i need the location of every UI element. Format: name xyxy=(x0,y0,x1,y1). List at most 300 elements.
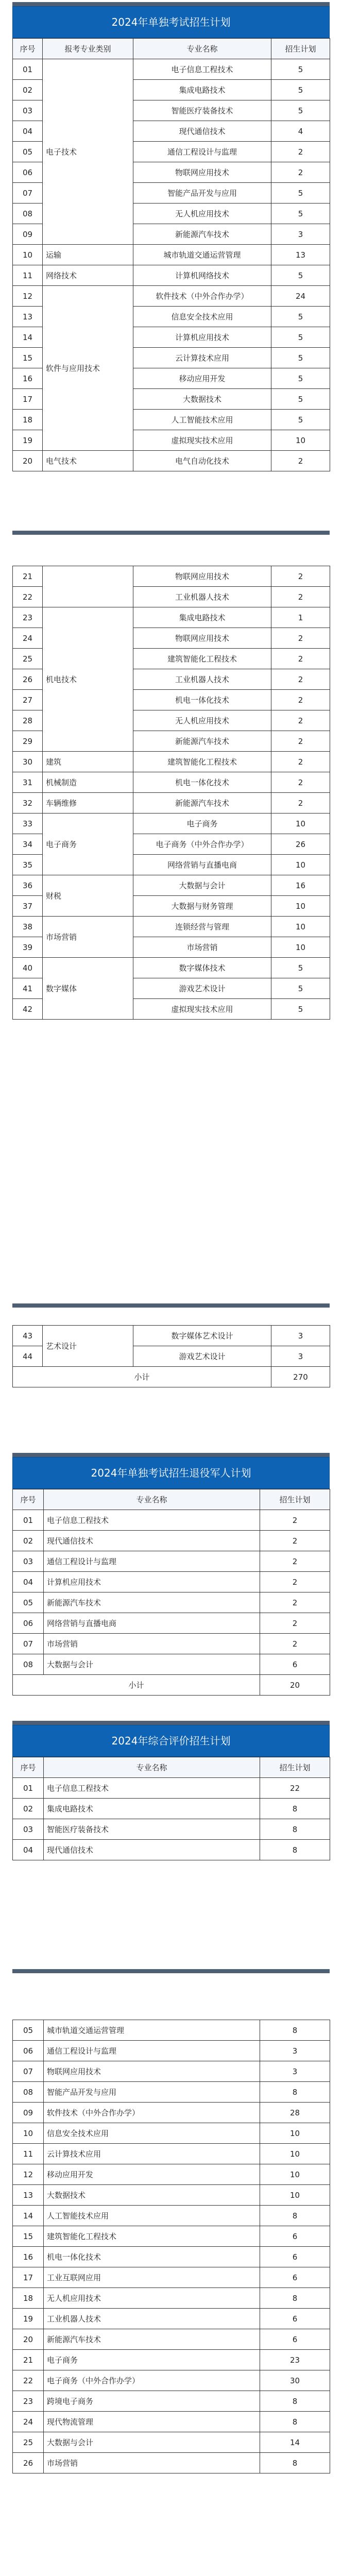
major-name: 电子信息工程技术 xyxy=(44,1778,260,1799)
row-number: 15 xyxy=(13,348,43,368)
plan3-section xyxy=(12,1721,330,1860)
col-header-plan: 招生计划 xyxy=(260,1757,330,1778)
plan-count: 10 xyxy=(271,917,330,937)
row-number: 20 xyxy=(13,2329,44,2350)
col-header-major: 专业名称 xyxy=(133,39,271,59)
plan1-section xyxy=(12,2,330,471)
major-name: 人工智能技术应用 xyxy=(133,410,271,430)
row-number: 15 xyxy=(13,2226,44,2247)
row-number: 44 xyxy=(13,1346,43,1367)
row-number: 19 xyxy=(13,2309,44,2329)
plan-count: 6 xyxy=(260,2329,330,2350)
major-name: 跨境电子商务 xyxy=(44,2391,260,2412)
table-row xyxy=(13,2061,330,2082)
major-name: 建筑智能化工程技术 xyxy=(133,752,271,772)
plan-count: 2 xyxy=(271,731,330,752)
row-number: 42 xyxy=(13,999,43,1020)
plan-count: 16 xyxy=(271,875,330,896)
plan1-table-continued xyxy=(12,566,330,1020)
row-number: 06 xyxy=(13,1613,44,1634)
section-divider xyxy=(12,1969,330,1973)
plan-count: 2 xyxy=(260,1592,330,1613)
row-number: 02 xyxy=(13,80,43,100)
table-row xyxy=(13,2103,330,2123)
section-divider xyxy=(12,1721,330,1725)
row-number: 01 xyxy=(13,1510,44,1531)
plan-count: 5 xyxy=(271,348,330,368)
subtotal-row xyxy=(13,1367,330,1387)
table-row xyxy=(13,286,330,307)
plan-count: 6 xyxy=(260,2247,330,2267)
subtotal-label: 小计 xyxy=(13,1367,271,1387)
row-number: 41 xyxy=(13,978,43,999)
plan-count: 2 xyxy=(271,566,330,587)
major-name: 机电一体化技术 xyxy=(133,772,271,793)
major-name: 机电一体化技术 xyxy=(44,2247,260,2267)
plan2-title: 2024年单独考试招生退役军人计划 xyxy=(12,1457,330,1489)
major-name: 网络营销与直播电商 xyxy=(133,855,271,875)
plan-count: 13 xyxy=(271,245,330,265)
major-name: 新能源汽车技术 xyxy=(133,224,271,245)
major-name: 数字媒体技术 xyxy=(133,958,271,978)
category-cell xyxy=(43,566,133,607)
table-row xyxy=(13,2082,330,2103)
row-number: 24 xyxy=(13,628,43,649)
row-number: 21 xyxy=(13,566,43,587)
plan-count: 2 xyxy=(260,1531,330,1551)
plan-count: 5 xyxy=(271,999,330,1020)
row-number: 03 xyxy=(13,100,43,121)
plan-count: 8 xyxy=(260,2082,330,2103)
table-row xyxy=(13,451,330,471)
plan-count: 8 xyxy=(260,2391,330,2412)
major-name: 大数据与会计 xyxy=(133,875,271,896)
table-row xyxy=(13,1551,330,1572)
plan-count: 6 xyxy=(260,2309,330,2329)
category-cell: 机械制造 xyxy=(43,772,133,793)
plan-count: 10 xyxy=(271,937,330,958)
plan2-table xyxy=(12,1489,330,1696)
category-cell: 车辆维修 xyxy=(43,793,133,814)
table-row xyxy=(13,2247,330,2267)
major-name: 虚拟现实技术应用 xyxy=(133,999,271,1020)
plan2-section xyxy=(12,1453,330,1696)
table-row xyxy=(13,1613,330,1634)
row-number: 11 xyxy=(13,265,43,286)
major-name: 现代物流管理 xyxy=(44,2412,260,2432)
major-name: 人工智能技术应用 xyxy=(44,2206,260,2226)
plan-count: 8 xyxy=(260,1840,330,1860)
table-row xyxy=(13,1326,330,1346)
major-name: 无人机应用技术 xyxy=(44,2288,260,2309)
section-divider xyxy=(12,1303,330,1308)
subtotal-value: 270 xyxy=(271,1367,330,1387)
major-name: 软件技术（中外合作办学） xyxy=(133,286,271,307)
row-number: 30 xyxy=(13,752,43,772)
col-header-major: 专业名称 xyxy=(44,1489,260,1510)
major-name: 大数据与财务管理 xyxy=(133,896,271,917)
category-cell: 数字媒体 xyxy=(43,958,133,1020)
plan-count: 10 xyxy=(271,430,330,451)
major-name: 云计算技术应用 xyxy=(133,348,271,368)
row-number: 25 xyxy=(13,2432,44,2453)
row-number: 16 xyxy=(13,2247,44,2267)
row-number: 22 xyxy=(13,2370,44,2391)
plan-count: 14 xyxy=(260,2432,330,2453)
plan-count: 8 xyxy=(260,2020,330,2041)
plan-count: 8 xyxy=(260,2412,330,2432)
major-name: 物联网应用技术 xyxy=(133,628,271,649)
table-row xyxy=(13,917,330,937)
table-row xyxy=(13,2185,330,2206)
row-number: 13 xyxy=(13,307,43,327)
major-name: 智能医疗装备技术 xyxy=(133,100,271,121)
table-row xyxy=(13,1634,330,1654)
plan1-continued-section xyxy=(12,531,330,1020)
major-name: 电子信息工程技术 xyxy=(133,59,271,80)
major-name: 市场营销 xyxy=(44,2453,260,2473)
major-name: 电子商务（中外合作办学） xyxy=(133,834,271,855)
plan-count: 2 xyxy=(271,162,330,183)
subtotal-label: 小计 xyxy=(13,1675,260,1696)
plan-count: 5 xyxy=(271,265,330,286)
table-header-row xyxy=(13,1757,330,1778)
major-name: 大数据技术 xyxy=(133,389,271,410)
major-name: 新能源汽车技术 xyxy=(44,2329,260,2350)
row-number: 13 xyxy=(13,2185,44,2206)
category-cell: 网络技术 xyxy=(43,265,133,286)
row-number: 12 xyxy=(13,286,43,307)
row-number: 04 xyxy=(13,1840,44,1860)
row-number: 34 xyxy=(13,834,43,855)
section-divider xyxy=(12,531,330,535)
plan-count: 8 xyxy=(260,2206,330,2226)
row-number: 05 xyxy=(13,142,43,162)
table-row xyxy=(13,1510,330,1531)
plan-count: 2 xyxy=(271,669,330,690)
plan-count: 3 xyxy=(260,2041,330,2061)
row-number: 20 xyxy=(13,451,43,471)
table-row xyxy=(13,2350,330,2370)
plan-count: 5 xyxy=(271,59,330,80)
major-name: 现代通信技术 xyxy=(44,1531,260,1551)
table-row xyxy=(13,1799,330,1819)
subtotal-row xyxy=(13,1675,330,1696)
plan-count: 5 xyxy=(271,183,330,204)
plan3-table-continued xyxy=(12,2020,330,2473)
row-number: 07 xyxy=(13,1634,44,1654)
plan-count: 10 xyxy=(271,855,330,875)
plan-count: 2 xyxy=(260,1572,330,1592)
plan1-end-section xyxy=(12,1303,330,1387)
table-row xyxy=(13,1572,330,1592)
table-row xyxy=(13,2020,330,2041)
major-name: 工业机器人技术 xyxy=(133,669,271,690)
major-name: 电子商务（中外合作办学） xyxy=(44,2370,260,2391)
plan-count: 8 xyxy=(260,2288,330,2309)
category-cell: 电气技术 xyxy=(43,451,133,471)
plan-count: 2 xyxy=(271,752,330,772)
major-name: 现代通信技术 xyxy=(133,121,271,142)
row-number: 06 xyxy=(13,162,43,183)
row-number: 26 xyxy=(13,669,43,690)
table-row xyxy=(13,814,330,834)
row-number: 17 xyxy=(13,2267,44,2288)
plan-count: 2 xyxy=(271,793,330,814)
row-number: 05 xyxy=(13,2020,44,2041)
row-number: 08 xyxy=(13,1654,44,1675)
row-number: 21 xyxy=(13,2350,44,2370)
table-row xyxy=(13,2453,330,2473)
plan-count: 2 xyxy=(260,1634,330,1654)
plan-count: 5 xyxy=(271,80,330,100)
row-number: 07 xyxy=(13,2061,44,2082)
major-name: 电子信息工程技术 xyxy=(44,1510,260,1531)
category-cell: 建筑 xyxy=(43,752,133,772)
row-number: 05 xyxy=(13,1592,44,1613)
table-row xyxy=(13,752,330,772)
plan-count: 5 xyxy=(271,327,330,348)
category-cell: 软件与应用技术 xyxy=(43,286,133,451)
major-name: 电气自动化技术 xyxy=(133,451,271,471)
plan-count: 10 xyxy=(271,896,330,917)
row-number: 37 xyxy=(13,896,43,917)
row-number: 09 xyxy=(13,224,43,245)
subtotal-value: 20 xyxy=(260,1675,330,1696)
plan-count: 5 xyxy=(271,410,330,430)
category-cell: 艺术设计 xyxy=(43,1326,133,1367)
table-row xyxy=(13,2144,330,2164)
plan-count: 4 xyxy=(271,121,330,142)
row-number: 40 xyxy=(13,958,43,978)
table-row xyxy=(13,245,330,265)
col-header-no: 序号 xyxy=(13,1757,44,1778)
plan-count: 28 xyxy=(260,2103,330,2123)
row-number: 01 xyxy=(13,1778,44,1799)
row-number: 29 xyxy=(13,731,43,752)
row-number: 26 xyxy=(13,2453,44,2473)
col-header-major: 专业名称 xyxy=(44,1757,260,1778)
row-number: 28 xyxy=(13,710,43,731)
major-name: 通信工程设计与监理 xyxy=(44,2041,260,2061)
plan-count: 2 xyxy=(271,710,330,731)
major-name: 物联网应用技术 xyxy=(44,2061,260,2082)
plan-count: 2 xyxy=(260,1510,330,1531)
row-number: 07 xyxy=(13,183,43,204)
major-name: 物联网应用技术 xyxy=(133,566,271,587)
major-name: 电子商务 xyxy=(44,2350,260,2370)
plan-count: 10 xyxy=(260,2185,330,2206)
plan-count: 5 xyxy=(271,307,330,327)
table-row xyxy=(13,2309,330,2329)
major-name: 新能源汽车技术 xyxy=(133,793,271,814)
row-number: 19 xyxy=(13,430,43,451)
plan-count: 8 xyxy=(260,2453,330,2473)
major-name: 电子商务 xyxy=(133,814,271,834)
major-name: 计算机网络技术 xyxy=(133,265,271,286)
plan-count: 2 xyxy=(260,1613,330,1634)
table-row xyxy=(13,2226,330,2247)
major-name: 无人机应用技术 xyxy=(133,710,271,731)
major-name: 大数据与会计 xyxy=(44,1654,260,1675)
major-name: 物联网应用技术 xyxy=(133,162,271,183)
plan1-title: 2024年单独考试招生计划 xyxy=(12,6,330,38)
table-row xyxy=(13,2164,330,2185)
plan-count: 10 xyxy=(260,2144,330,2164)
plan-count: 8 xyxy=(260,1819,330,1840)
major-name: 建筑智能化工程技术 xyxy=(44,2226,260,2247)
row-number: 24 xyxy=(13,2412,44,2432)
row-number: 23 xyxy=(13,2391,44,2412)
row-number: 33 xyxy=(13,814,43,834)
col-header-plan: 招生计划 xyxy=(260,1489,330,1510)
table-row xyxy=(13,1592,330,1613)
plan3-title: 2024年综合评价招生计划 xyxy=(12,1725,330,1757)
table-row xyxy=(13,2267,330,2288)
table-row xyxy=(13,2041,330,2061)
category-cell: 电子技术 xyxy=(43,59,133,245)
major-name: 工业互联网应用 xyxy=(44,2267,260,2288)
table-row xyxy=(13,59,330,80)
major-name: 游戏艺术设计 xyxy=(133,1346,271,1367)
major-name: 建筑智能化工程技术 xyxy=(133,649,271,669)
section-divider xyxy=(12,2,330,6)
row-number: 04 xyxy=(13,121,43,142)
major-name: 网络营销与直播电商 xyxy=(44,1613,260,1634)
row-number: 09 xyxy=(13,2103,44,2123)
major-name: 城市轨道交通运营管理 xyxy=(44,2020,260,2041)
row-number: 11 xyxy=(13,2144,44,2164)
row-number: 17 xyxy=(13,389,43,410)
row-number: 03 xyxy=(13,1551,44,1572)
major-name: 信息安全技术应用 xyxy=(44,2123,260,2144)
plan-count: 1 xyxy=(271,607,330,628)
table-row xyxy=(13,2329,330,2350)
plan-count: 2 xyxy=(271,587,330,607)
plan1-table xyxy=(12,38,330,471)
plan-count: 23 xyxy=(260,2350,330,2370)
major-name: 现代通信技术 xyxy=(44,1840,260,1860)
row-number: 08 xyxy=(13,2082,44,2103)
table-row xyxy=(13,1840,330,1860)
table-header-row xyxy=(13,39,330,59)
plan3-continued-section xyxy=(12,1969,330,2473)
major-name: 通信工程设计与监理 xyxy=(44,1551,260,1572)
plan-count: 6 xyxy=(260,1654,330,1675)
major-name: 通信工程设计与监理 xyxy=(133,142,271,162)
table-row xyxy=(13,1531,330,1551)
plan-count: 8 xyxy=(260,1799,330,1819)
major-name: 工业机器人技术 xyxy=(133,587,271,607)
table-row xyxy=(13,2391,330,2412)
row-number: 12 xyxy=(13,2164,44,2185)
row-number: 32 xyxy=(13,793,43,814)
plan-count: 3 xyxy=(271,1346,330,1367)
plan-count: 5 xyxy=(271,204,330,224)
major-name: 工业机器人技术 xyxy=(44,2309,260,2329)
row-number: 10 xyxy=(13,245,43,265)
row-number: 08 xyxy=(13,204,43,224)
row-number: 22 xyxy=(13,587,43,607)
row-number: 38 xyxy=(13,917,43,937)
category-cell: 市场营销 xyxy=(43,917,133,958)
row-number: 10 xyxy=(13,2123,44,2144)
row-number: 36 xyxy=(13,875,43,896)
plan-count: 2 xyxy=(271,690,330,710)
row-number: 04 xyxy=(13,1572,44,1592)
table-row xyxy=(13,265,330,286)
plan-count: 2 xyxy=(271,628,330,649)
col-header-plan: 招生计划 xyxy=(271,39,330,59)
plan-count: 2 xyxy=(271,142,330,162)
major-name: 智能产品开发与应用 xyxy=(133,183,271,204)
plan-count: 30 xyxy=(260,2370,330,2391)
col-header-no: 序号 xyxy=(13,1489,44,1510)
plan-count: 2 xyxy=(260,1551,330,1572)
table-row xyxy=(13,2288,330,2309)
plan-count: 5 xyxy=(271,368,330,389)
plan-count: 3 xyxy=(271,1326,330,1346)
row-number: 06 xyxy=(13,2041,44,2061)
plan-count: 2 xyxy=(271,649,330,669)
category-cell: 机电技术 xyxy=(43,607,133,752)
row-number: 18 xyxy=(13,410,43,430)
plan1-table-end xyxy=(12,1325,330,1387)
plan-count: 10 xyxy=(260,2123,330,2144)
major-name: 软件技术（中外合作办学） xyxy=(44,2103,260,2123)
major-name: 大数据与会计 xyxy=(44,2432,260,2453)
table-row xyxy=(13,958,330,978)
row-number: 01 xyxy=(13,59,43,80)
plan-count: 5 xyxy=(271,100,330,121)
category-cell: 运输 xyxy=(43,245,133,265)
major-name: 新能源汽车技术 xyxy=(133,731,271,752)
table-row xyxy=(13,1819,330,1840)
plan-count: 10 xyxy=(260,2164,330,2185)
row-number: 43 xyxy=(13,1326,43,1346)
plan-count: 26 xyxy=(271,834,330,855)
major-name: 市场营销 xyxy=(44,1634,260,1654)
major-name: 集成电路技术 xyxy=(44,1799,260,1819)
plan-count: 6 xyxy=(260,2267,330,2288)
row-number: 39 xyxy=(13,937,43,958)
row-number: 14 xyxy=(13,2206,44,2226)
plan-count: 2 xyxy=(271,772,330,793)
category-cell: 财税 xyxy=(43,875,133,917)
row-number: 31 xyxy=(13,772,43,793)
table-row xyxy=(13,2370,330,2391)
major-name: 移动应用开发 xyxy=(133,368,271,389)
table-row xyxy=(13,2412,330,2432)
col-header-category: 报考专业类别 xyxy=(43,39,133,59)
table-row xyxy=(13,566,330,587)
col-header-no: 序号 xyxy=(13,39,43,59)
plan-count: 2 xyxy=(271,451,330,471)
major-name: 智能产品开发与应用 xyxy=(44,2082,260,2103)
major-name: 城市轨道交通运营管理 xyxy=(133,245,271,265)
category-cell: 电子商务 xyxy=(43,814,133,875)
major-name: 市场营销 xyxy=(133,937,271,958)
major-name: 智能医疗装备技术 xyxy=(44,1819,260,1840)
plan-count: 5 xyxy=(271,958,330,978)
row-number: 25 xyxy=(13,649,43,669)
major-name: 集成电路技术 xyxy=(133,80,271,100)
row-number: 02 xyxy=(13,1799,44,1819)
table-row xyxy=(13,2123,330,2144)
major-name: 新能源汽车技术 xyxy=(44,1592,260,1613)
table-row xyxy=(13,2432,330,2453)
plan-count: 24 xyxy=(271,286,330,307)
